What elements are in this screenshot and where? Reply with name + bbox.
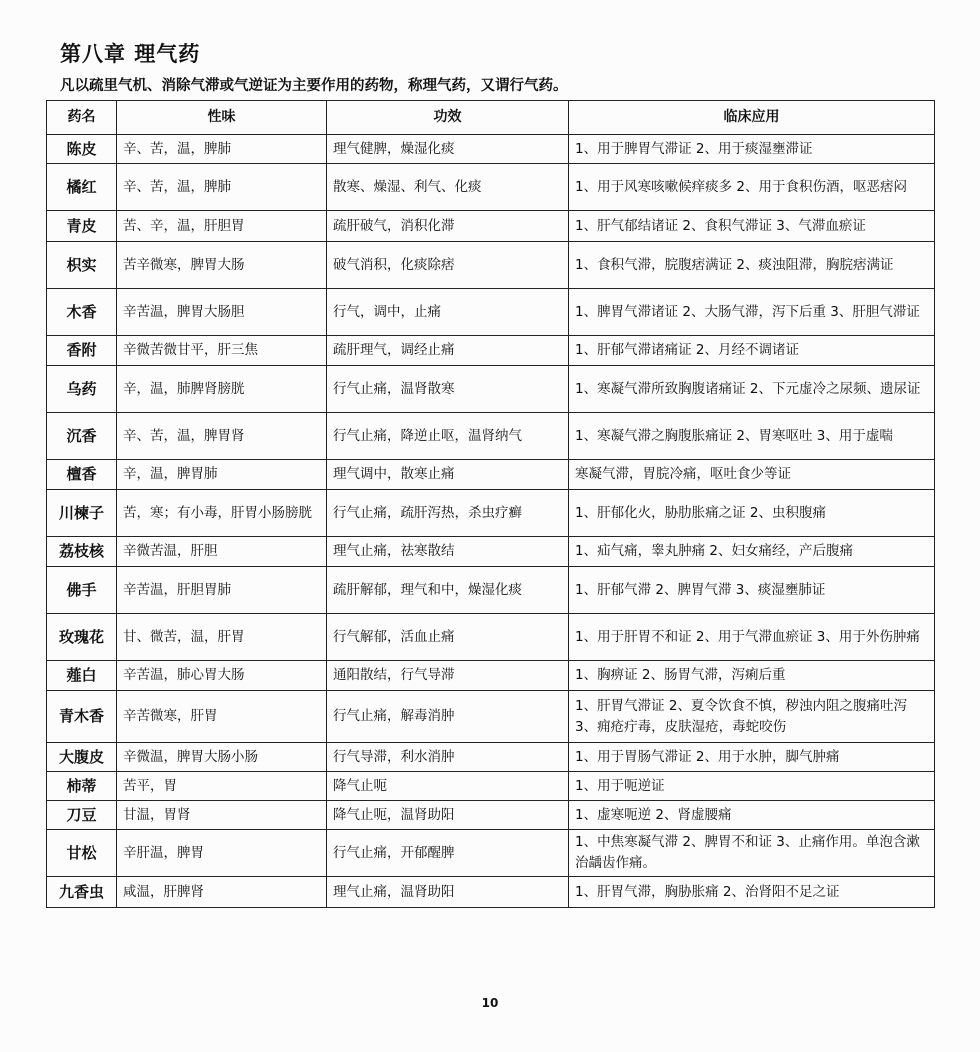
nature-cell: 甘温，胃肾	[117, 801, 327, 830]
clinical-cell: 1、肝胃气滞证 2、夏令饮食不慎，秽浊内阻之腹痛吐泻 3、痈疮疔毒，皮肤湿疮，毒蛇咬伤	[569, 691, 935, 743]
herb-name-cell: 刀豆	[47, 801, 117, 830]
table-row	[47, 289, 935, 336]
herb-name-cell: 柿蒂	[47, 772, 117, 801]
nature-cell: 辛、苦，温，脾肺	[117, 164, 327, 211]
nature-cell: 辛，温，脾胃肺	[117, 460, 327, 490]
effect-cell: 通阳散结，行气导滞	[327, 661, 569, 691]
table-row	[47, 661, 935, 691]
herb-name-cell: 荔枝核	[47, 537, 117, 567]
herb-name-cell: 檀香	[47, 460, 117, 490]
herb-name-cell: 川楝子	[47, 490, 117, 537]
nature-cell: 辛苦微寒，肝胃	[117, 691, 327, 743]
table-row	[47, 211, 935, 242]
herb-table	[46, 100, 935, 908]
nature-cell: 辛，温，肺脾肾膀胱	[117, 366, 327, 413]
nature-cell: 苦，寒；有小毒，肝胃小肠膀胱	[117, 490, 327, 537]
table-header-row	[47, 101, 935, 135]
table-row	[47, 460, 935, 490]
effect-cell: 行气止痛，温肾散寒	[327, 366, 569, 413]
page-number: 10	[481, 996, 499, 1010]
clinical-cell: 1、食积气滞，脘腹痞满证 2、痰浊阻滞，胸脘痞满证	[569, 242, 935, 289]
herb-name-cell: 木香	[47, 289, 117, 336]
clinical-cell: 1、肝气郁结诸证 2、食积气滞证 3、气滞血瘀证	[569, 211, 935, 242]
herb-name-cell: 青皮	[47, 211, 117, 242]
clinical-cell: 1、肝郁化火，胁肋胀痛之证 2、虫积腹痛	[569, 490, 935, 537]
herb-name-cell: 佛手	[47, 567, 117, 614]
herb-name-cell: 香附	[47, 336, 117, 366]
herb-name-cell: 大腹皮	[47, 743, 117, 772]
table-body	[47, 135, 935, 908]
table-row	[47, 772, 935, 801]
nature-cell: 苦平，胃	[117, 772, 327, 801]
nature-cell: 辛苦温，脾胃大肠胆	[117, 289, 327, 336]
herb-name-cell: 甘松	[47, 830, 117, 877]
herb-name-cell: 青木香	[47, 691, 117, 743]
effect-cell: 理气调中，散寒止痛	[327, 460, 569, 490]
table-row	[47, 164, 935, 211]
effect-cell: 行气止痛，疏肝泻热，杀虫疗癣	[327, 490, 569, 537]
nature-cell: 辛微苦微甘平，肝三焦	[117, 336, 327, 366]
herb-name-cell: 薤白	[47, 661, 117, 691]
clinical-cell: 1、寒凝气滞之胸腹胀痛证 2、胃寒呕吐 3、用于虚喘	[569, 413, 935, 460]
table-row	[47, 567, 935, 614]
clinical-cell: 1、用于胃肠气滞证 2、用于水肿，脚气肿痛	[569, 743, 935, 772]
chapter-intro: 凡以疏里气机、消除气滞或气逆证为主要作用的药物，称理气药，又谓行气药。	[60, 78, 568, 94]
effect-cell: 行气解郁，活血止痛	[327, 614, 569, 661]
clinical-cell: 1、肝郁气滞诸痛证 2、月经不调诸证	[569, 336, 935, 366]
clinical-cell: 1、疝气痛，睾丸肿痛 2、妇女痛经，产后腹痛	[569, 537, 935, 567]
nature-cell: 辛、苦，温，脾肺	[117, 135, 327, 164]
nature-cell: 辛苦温，肝胆胃肺	[117, 567, 327, 614]
clinical-cell: 1、肝郁气滞 2、脾胃气滞 3、痰湿壅肺证	[569, 567, 935, 614]
header-name: 药名	[47, 101, 117, 135]
table-row	[47, 490, 935, 537]
herb-name-cell: 橘红	[47, 164, 117, 211]
nature-cell: 辛苦温，肺心胃大肠	[117, 661, 327, 691]
effect-cell: 理气健脾，燥湿化痰	[327, 135, 569, 164]
nature-cell: 辛微苦温，肝胆	[117, 537, 327, 567]
nature-cell: 甘、微苦，温，肝胃	[117, 614, 327, 661]
header-nature: 性味	[117, 101, 327, 135]
herb-name-cell: 玫瑰花	[47, 614, 117, 661]
effect-cell: 行气止痛，降逆止呕，温肾纳气	[327, 413, 569, 460]
effect-cell: 散寒、燥湿、利气、化痰	[327, 164, 569, 211]
clinical-cell: 1、寒凝气滞所致胸腹诸痛证 2、下元虚冷之尿频、遗尿证	[569, 366, 935, 413]
effect-cell: 疏肝理气，调经止痛	[327, 336, 569, 366]
nature-cell: 辛微温，脾胃大肠小肠	[117, 743, 327, 772]
nature-cell: 苦、辛，温，肝胆胃	[117, 211, 327, 242]
clinical-cell: 1、肝胃气滞，胸胁胀痛 2、治肾阳不足之证	[569, 877, 935, 908]
clinical-cell: 1、中焦寒凝气滞 2、脾胃不和证 3、止痛作用。单泡含漱治龋齿作痛。	[569, 830, 935, 877]
effect-cell: 疏肝破气，消积化滞	[327, 211, 569, 242]
table-row	[47, 691, 935, 743]
effect-cell: 行气止痛，解毒消肿	[327, 691, 569, 743]
clinical-cell: 1、用于脾胃气滞证 2、用于痰湿壅滞证	[569, 135, 935, 164]
effect-cell: 理气止痛，温肾助阳	[327, 877, 569, 908]
nature-cell: 苦辛微寒，脾胃大肠	[117, 242, 327, 289]
effect-cell: 行气止痛，开郁醒脾	[327, 830, 569, 877]
effect-cell: 理气止痛，祛寒散结	[327, 537, 569, 567]
table-row	[47, 743, 935, 772]
chapter-title: 第八章 理气药	[60, 42, 201, 66]
effect-cell: 降气止呃	[327, 772, 569, 801]
clinical-cell: 1、脾胃气滞诸证 2、大肠气滞，泻下后重 3、肝胆气滞证	[569, 289, 935, 336]
clinical-cell: 1、虚寒呃逆 2、肾虚腰痛	[569, 801, 935, 830]
effect-cell: 行气，调中，止痛	[327, 289, 569, 336]
table-row	[47, 135, 935, 164]
herb-name-cell: 乌药	[47, 366, 117, 413]
herb-name-cell: 九香虫	[47, 877, 117, 908]
herb-name-cell: 沉香	[47, 413, 117, 460]
table-row	[47, 614, 935, 661]
table-row	[47, 366, 935, 413]
table-row	[47, 413, 935, 460]
herb-name-cell: 枳实	[47, 242, 117, 289]
table-row	[47, 242, 935, 289]
effect-cell: 行气导滞，利水消肿	[327, 743, 569, 772]
header-effect: 功效	[327, 101, 569, 135]
clinical-cell: 1、用于风寒咳嗽候痒痰多 2、用于食积伤酒，呕恶痞闷	[569, 164, 935, 211]
nature-cell: 咸温，肝脾肾	[117, 877, 327, 908]
effect-cell: 破气消积，化痰除痞	[327, 242, 569, 289]
effect-cell: 疏肝解郁，理气和中，燥湿化痰	[327, 567, 569, 614]
nature-cell: 辛肝温，脾胃	[117, 830, 327, 877]
clinical-cell: 寒凝气滞，胃脘冷痛，呕吐食少等证	[569, 460, 935, 490]
effect-cell: 降气止呃，温肾助阳	[327, 801, 569, 830]
header-clinical: 临床应用	[569, 101, 935, 135]
clinical-cell: 1、胸痹证 2、肠胃气滞，泻痢后重	[569, 661, 935, 691]
herb-name-cell: 陈皮	[47, 135, 117, 164]
clinical-cell: 1、用于呃逆证	[569, 772, 935, 801]
table-row	[47, 830, 935, 877]
nature-cell: 辛、苦，温，脾胃肾	[117, 413, 327, 460]
clinical-cell: 1、用于肝胃不和证 2、用于气滞血瘀证 3、用于外伤肿痛	[569, 614, 935, 661]
table-row	[47, 336, 935, 366]
table-row	[47, 877, 935, 908]
table-row	[47, 801, 935, 830]
table-row	[47, 537, 935, 567]
